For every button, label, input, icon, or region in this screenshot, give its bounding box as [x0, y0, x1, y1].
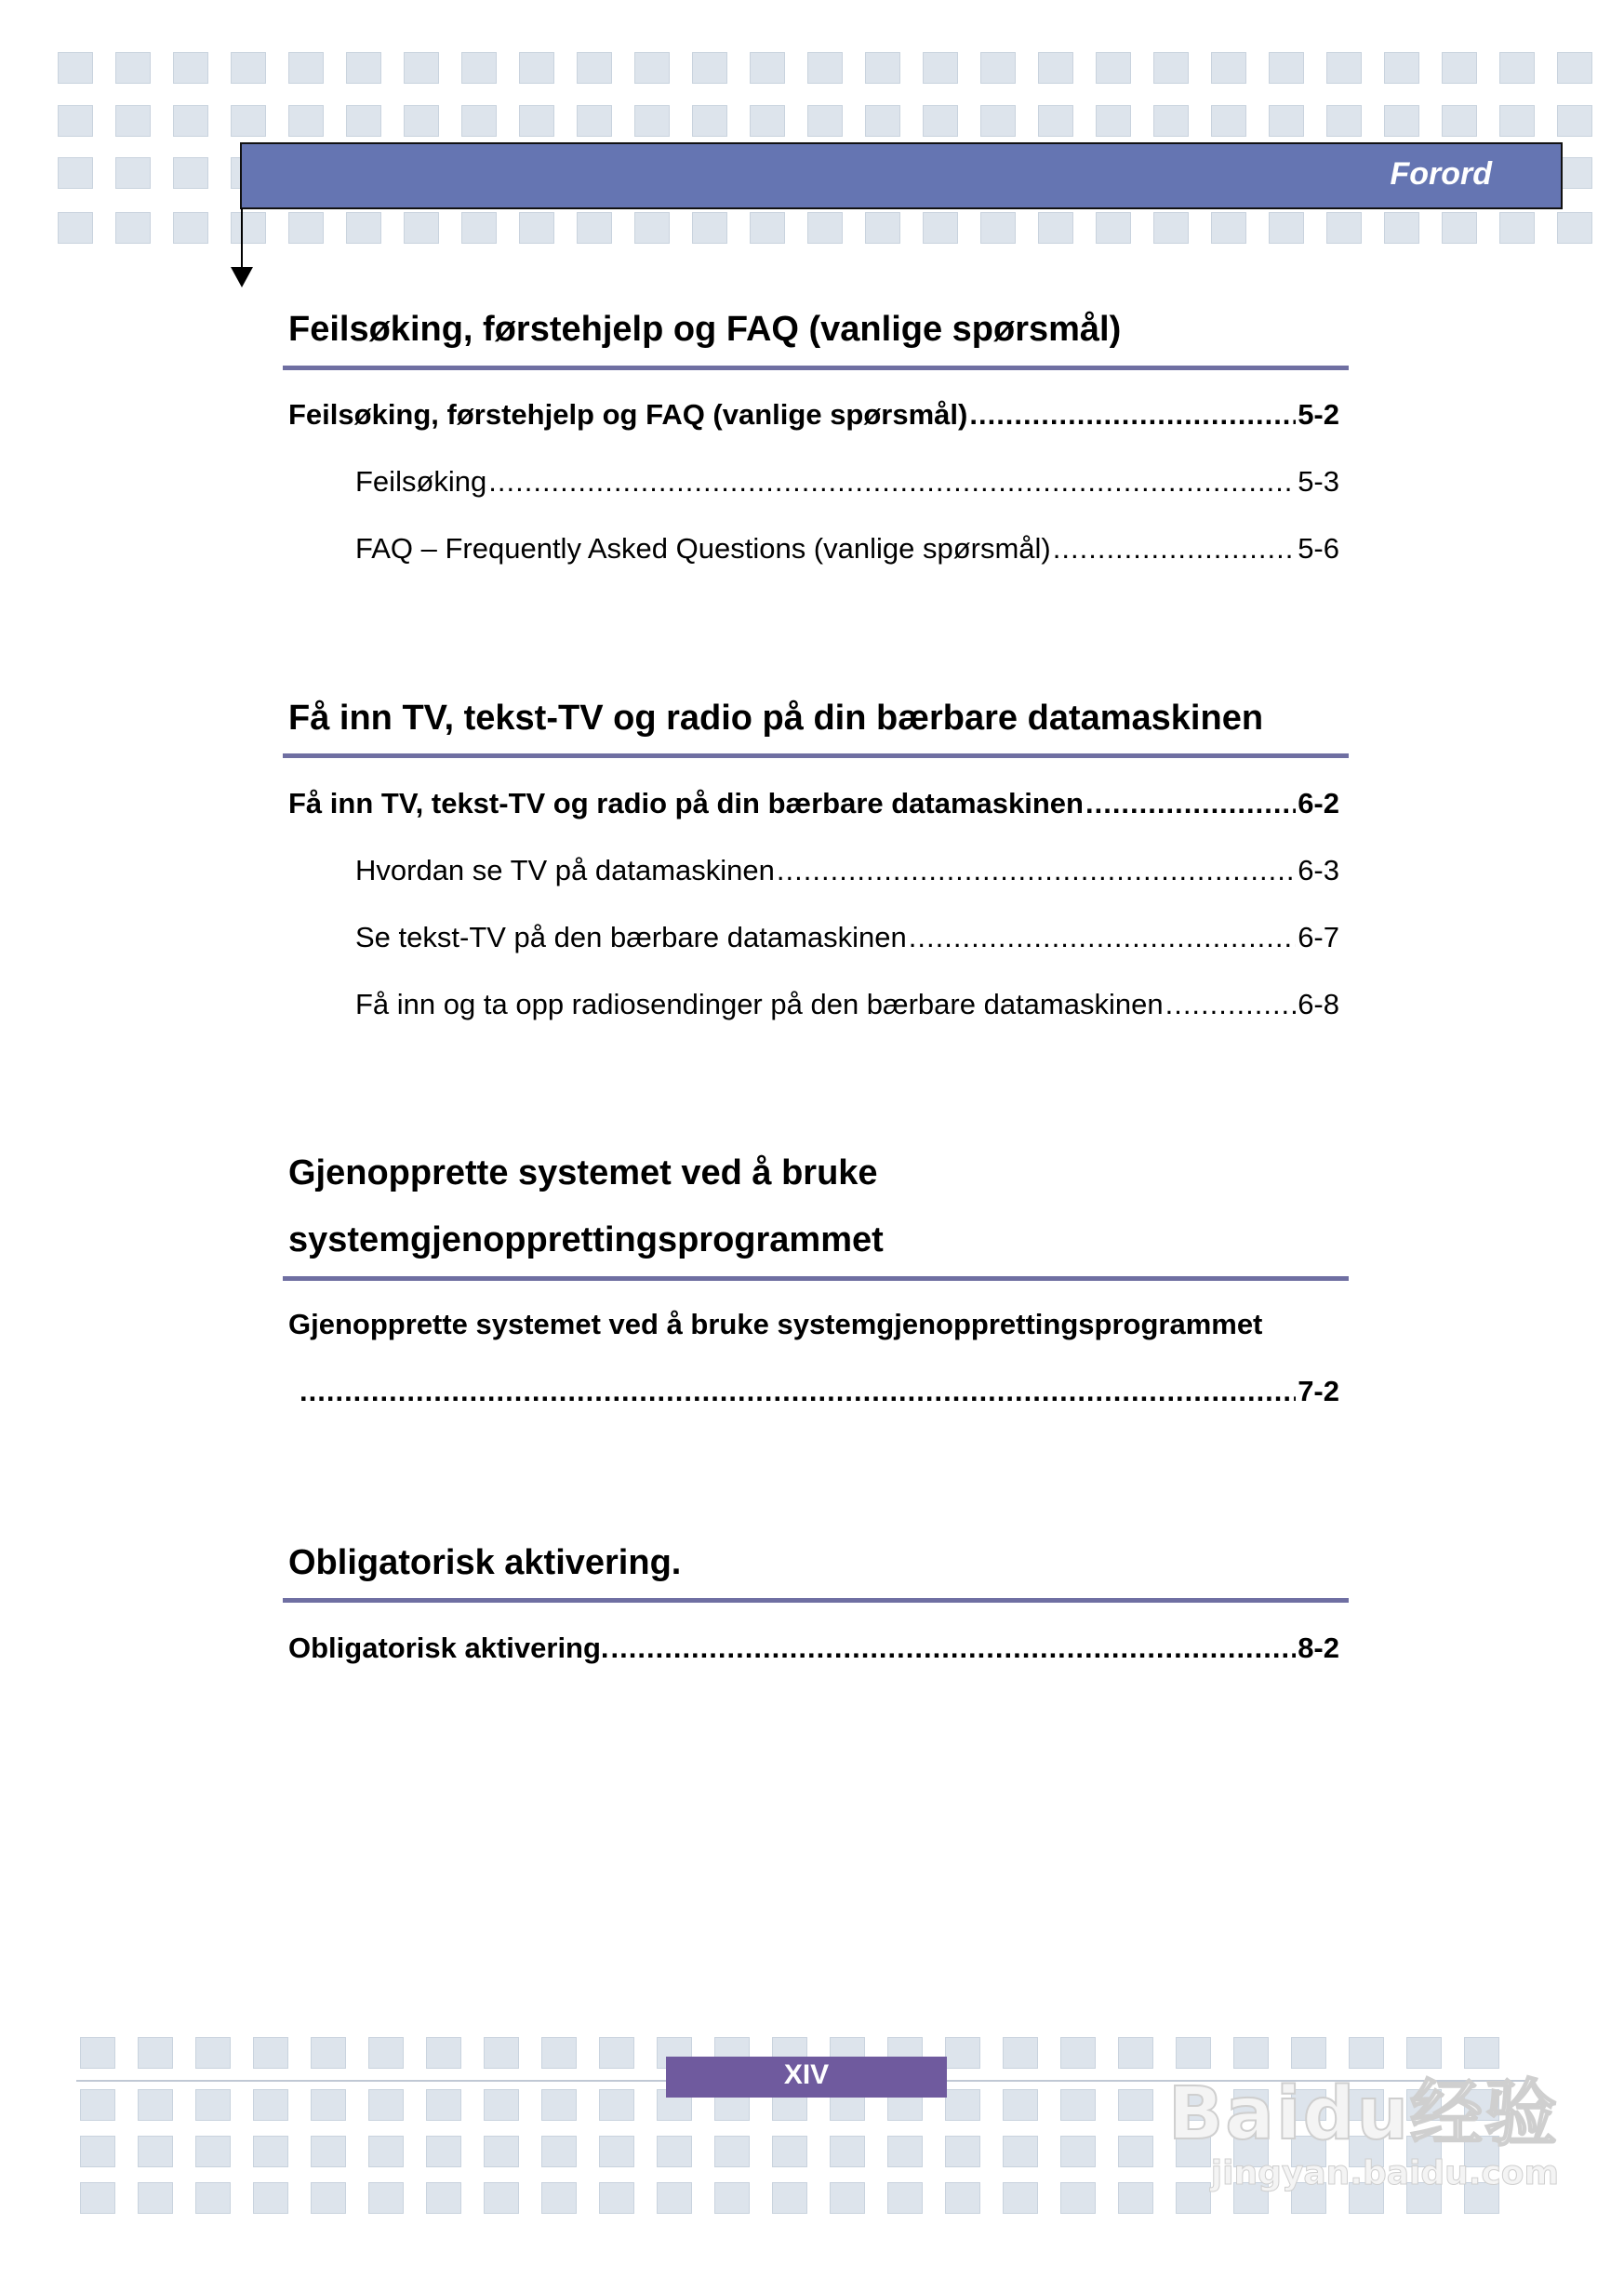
section-rule	[283, 1276, 1349, 1281]
tile	[692, 105, 727, 137]
tile	[599, 2037, 634, 2069]
tile	[830, 2182, 865, 2214]
tile	[1153, 212, 1189, 244]
tile	[173, 52, 208, 84]
toc-entry-text: Feilsøking, førstehjelp og FAQ (vanlige spørsmål)	[288, 398, 968, 431]
tile	[541, 2089, 577, 2121]
toc-leader-dots	[909, 917, 1296, 958]
tile	[138, 2037, 173, 2069]
tile	[865, 105, 900, 137]
chapter-header-bar	[240, 142, 1563, 209]
tile	[1003, 2037, 1038, 2069]
tile	[1153, 105, 1189, 137]
tile	[945, 2037, 980, 2069]
tile	[519, 212, 554, 244]
tile	[195, 2089, 231, 2121]
toc-entry[interactable]	[288, 461, 1339, 528]
toc-page-number: 8-2	[1298, 1632, 1339, 1664]
tile	[1211, 52, 1246, 84]
tile	[1557, 52, 1592, 84]
tile	[253, 2182, 288, 2214]
tile	[541, 2136, 577, 2167]
tile	[865, 212, 900, 244]
watermark-logo-text: Baidu经验	[1167, 2072, 1559, 2156]
tile	[231, 52, 266, 84]
tile	[830, 2136, 865, 2167]
tile	[346, 105, 381, 137]
tile	[138, 2089, 173, 2121]
tile	[1060, 2136, 1096, 2167]
toc-entry[interactable]	[288, 528, 1339, 595]
tile	[577, 105, 612, 137]
tile	[657, 2136, 692, 2167]
tile	[923, 52, 958, 84]
toc-page-number: 7-2	[1298, 1375, 1339, 1407]
section-rule	[283, 366, 1349, 370]
tile	[253, 2089, 288, 2121]
section-rule	[283, 1598, 1349, 1603]
tile	[945, 2089, 980, 2121]
tile	[1269, 52, 1304, 84]
tile	[80, 2136, 115, 2167]
tile	[945, 2136, 980, 2167]
section-rule	[283, 753, 1349, 758]
tile	[368, 2136, 404, 2167]
tile	[426, 2136, 461, 2167]
tile	[1442, 212, 1477, 244]
tile	[980, 105, 1016, 137]
tile	[288, 105, 324, 137]
section-title-recovery	[288, 1139, 1358, 1273]
tile	[1038, 52, 1073, 84]
tile	[1384, 52, 1419, 84]
tile	[923, 105, 958, 137]
tile	[115, 157, 151, 189]
tile	[195, 2037, 231, 2069]
tile	[311, 2089, 346, 2121]
tile	[599, 2136, 634, 2167]
tile	[541, 2182, 577, 2214]
tile	[231, 105, 266, 137]
tile	[1060, 2182, 1096, 2214]
tile	[1003, 2089, 1038, 2121]
tile	[484, 2136, 519, 2167]
tile	[195, 2182, 231, 2214]
tile	[484, 2089, 519, 2121]
tile	[714, 2182, 750, 2214]
tile	[404, 52, 439, 84]
toc-entry[interactable]	[288, 1628, 1339, 1695]
tile	[1499, 105, 1535, 137]
toc-entry-text: Obligatorisk aktivering.	[288, 1632, 609, 1664]
tile	[288, 52, 324, 84]
tile	[1153, 52, 1189, 84]
tile	[80, 2037, 115, 2069]
toc-leader-dots	[1085, 783, 1296, 824]
tile	[1499, 52, 1535, 84]
tile	[461, 52, 497, 84]
tile	[634, 52, 670, 84]
tile	[750, 52, 785, 84]
toc-list-recovery	[288, 1304, 1339, 1438]
tile	[368, 2089, 404, 2121]
tile	[865, 52, 900, 84]
tile	[980, 52, 1016, 84]
toc-entry-text: Gjenopprette systemet ved å bruke systemgjenopprettingsprogrammet	[288, 1308, 1263, 1340]
tile	[461, 212, 497, 244]
section-title-tv	[288, 685, 1358, 752]
toc-page-number: 6-2	[1298, 787, 1339, 819]
tile	[1211, 212, 1246, 244]
tile	[1384, 212, 1419, 244]
tile	[173, 105, 208, 137]
tile	[1557, 105, 1592, 137]
tile	[807, 212, 843, 244]
tile	[807, 105, 843, 137]
tile	[484, 2037, 519, 2069]
tile	[1442, 52, 1477, 84]
toc-entry[interactable]	[288, 984, 1339, 1051]
tile	[368, 2037, 404, 2069]
tile	[1384, 105, 1419, 137]
tile	[404, 212, 439, 244]
tile	[311, 2182, 346, 2214]
tile	[980, 212, 1016, 244]
tile	[1442, 105, 1477, 137]
tile	[138, 2136, 173, 2167]
tile	[58, 52, 93, 84]
tile	[368, 2182, 404, 2214]
section-title-activation	[288, 1529, 1358, 1596]
tile	[1118, 2089, 1153, 2121]
tile	[173, 212, 208, 244]
tile	[807, 52, 843, 84]
tile	[692, 52, 727, 84]
tile	[115, 212, 151, 244]
tile	[1038, 212, 1073, 244]
tile	[1003, 2182, 1038, 2214]
toc-entry[interactable]	[288, 1304, 1339, 1438]
tile	[138, 2182, 173, 2214]
toc-page-number: 5-3	[1298, 465, 1339, 498]
toc-entry[interactable]	[288, 850, 1339, 917]
tile	[887, 2136, 923, 2167]
tile	[519, 52, 554, 84]
section-title-line: Feilsøking, førstehjelp og FAQ (vanlige spørsmål)	[288, 310, 1122, 349]
tile	[577, 212, 612, 244]
tile	[195, 2136, 231, 2167]
tile	[750, 105, 785, 137]
toc-leader-dots	[1053, 528, 1296, 569]
tile	[887, 2182, 923, 2214]
tile-row	[0, 212, 1624, 244]
tile	[657, 2182, 692, 2214]
tile	[1118, 2136, 1153, 2167]
tile	[1003, 2136, 1038, 2167]
toc-page-number: 5-6	[1298, 532, 1339, 565]
header-arrow-line	[241, 208, 243, 269]
section-title-line: Obligatorisk aktivering.	[288, 1543, 682, 1582]
section-title-troubleshooting	[288, 296, 1358, 363]
tile	[404, 105, 439, 137]
toc-page-number: 6-7	[1298, 921, 1339, 953]
tile	[58, 212, 93, 244]
toc-entry-text: Hvordan se TV på datamaskinen	[355, 854, 775, 886]
tile	[1096, 105, 1131, 137]
page-number-badge: XIV	[666, 2057, 947, 2098]
tile	[1096, 52, 1131, 84]
tile	[1557, 212, 1592, 244]
tile	[253, 2136, 288, 2167]
section-title-line: Få inn TV, tekst-TV og radio på din bærbare datamaskinen	[288, 699, 1264, 738]
tile	[519, 105, 554, 137]
toc-entry-text: FAQ – Frequently Asked Questions (vanlige spørsmål)	[355, 532, 1051, 565]
tile	[311, 2037, 346, 2069]
toc-leader-dots	[300, 1371, 1296, 1412]
tile	[80, 2182, 115, 2214]
baidu-watermark	[1168, 2056, 1559, 2192]
toc-entry-text: Se tekst-TV på den bærbare datamaskinen	[355, 921, 907, 953]
tile	[1060, 2089, 1096, 2121]
tile	[750, 212, 785, 244]
tile	[231, 212, 266, 244]
tile	[692, 212, 727, 244]
tile	[1269, 105, 1304, 137]
section-title-line: Gjenopprette systemet ved å bruke	[288, 1153, 878, 1192]
tile	[577, 52, 612, 84]
tile	[1038, 105, 1073, 137]
toc-list-activation	[288, 1628, 1339, 1695]
tile	[1499, 212, 1535, 244]
tile	[288, 212, 324, 244]
toc-leader-dots	[611, 1628, 1297, 1669]
tile	[115, 105, 151, 137]
toc-entry-text: Feilsøking	[355, 465, 487, 498]
toc-leader-dots	[777, 850, 1296, 891]
tile	[634, 105, 670, 137]
tile-row	[0, 105, 1624, 137]
toc-entry-text: Få inn TV, tekst-TV og radio på din bærbare datamaskinen	[288, 787, 1084, 819]
tile	[253, 2037, 288, 2069]
tile	[58, 105, 93, 137]
section-title-line: systemgjenopprettingsprogrammet	[288, 1220, 884, 1259]
toc-page-number: 5-2	[1298, 398, 1339, 431]
tile	[426, 2182, 461, 2214]
tile	[1326, 52, 1362, 84]
tile	[1269, 212, 1304, 244]
tile	[346, 52, 381, 84]
toc-entry[interactable]	[288, 917, 1339, 984]
tile	[541, 2037, 577, 2069]
tile	[772, 2182, 807, 2214]
toc-list-troubleshooting	[288, 394, 1339, 595]
tile	[58, 157, 93, 189]
toc-entry[interactable]	[288, 394, 1339, 461]
tile	[311, 2136, 346, 2167]
tile	[115, 52, 151, 84]
tile	[1326, 105, 1362, 137]
tile	[634, 212, 670, 244]
toc-page-number: 6-3	[1298, 854, 1339, 886]
tile	[714, 2136, 750, 2167]
tile	[772, 2136, 807, 2167]
chapter-header-title: Forord	[1390, 156, 1492, 192]
tile	[461, 105, 497, 137]
tile	[599, 2182, 634, 2214]
watermark-url: jingyan.baidu.com	[1210, 2154, 1559, 2192]
tile	[426, 2037, 461, 2069]
tile	[599, 2089, 634, 2121]
tile-row	[0, 52, 1624, 84]
tile	[1060, 2037, 1096, 2069]
tile	[1118, 2182, 1153, 2214]
tile	[1118, 2037, 1153, 2069]
toc-entry[interactable]	[288, 783, 1339, 850]
tile	[923, 212, 958, 244]
tile	[945, 2182, 980, 2214]
tile	[1326, 212, 1362, 244]
tile	[80, 2089, 115, 2121]
tile	[173, 157, 208, 189]
down-arrow-icon	[231, 267, 253, 287]
toc-page-number: 6-8	[1298, 988, 1339, 1020]
toc-leader-dots	[969, 394, 1296, 435]
tile	[1211, 105, 1246, 137]
toc-leader-dots	[488, 461, 1296, 502]
tile	[346, 212, 381, 244]
tile	[1096, 212, 1131, 244]
tile	[484, 2182, 519, 2214]
toc-entry-text: Få inn og ta opp radiosendinger på den bærbare datamaskinen	[355, 988, 1164, 1020]
toc-list-tv	[288, 783, 1339, 1051]
toc-leader-dots	[1165, 984, 1297, 1025]
tile	[426, 2089, 461, 2121]
